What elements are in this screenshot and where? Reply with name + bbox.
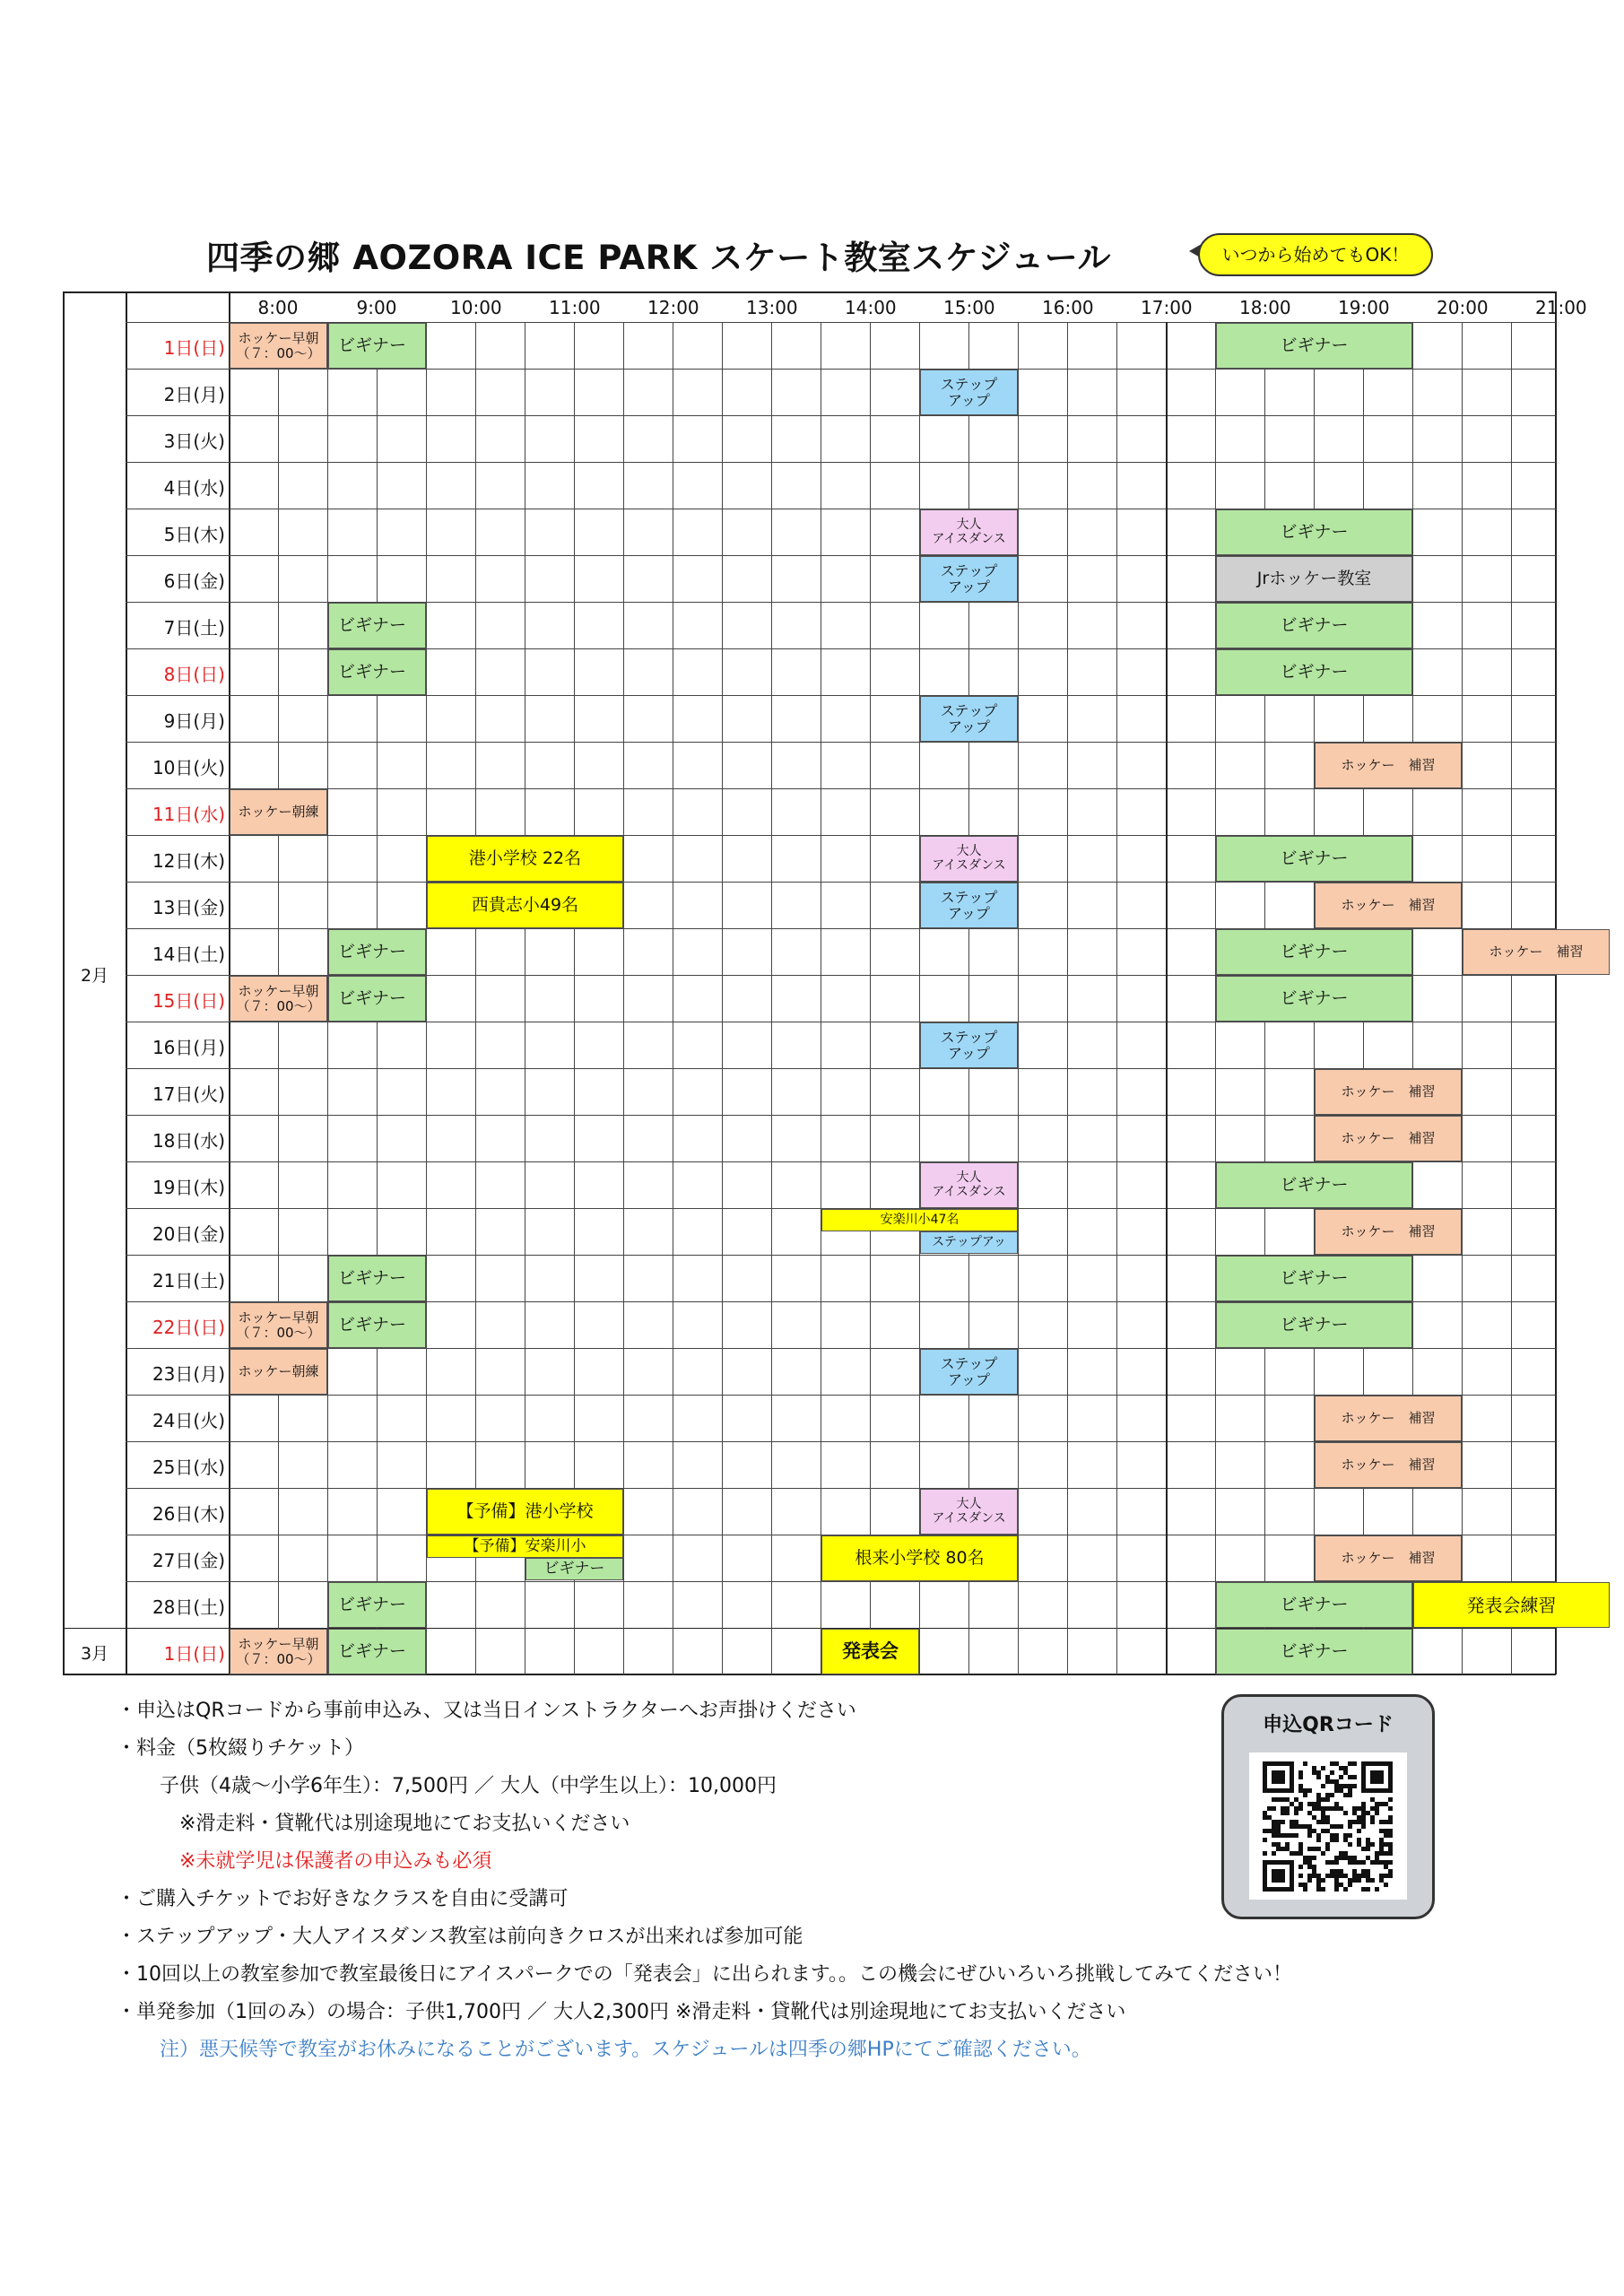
month-label: 3月 <box>81 1644 109 1664</box>
grid-line <box>126 1488 1556 1489</box>
schedule-event[interactable] <box>328 929 426 975</box>
grid-line <box>1166 322 1168 1674</box>
schedule-event[interactable] <box>230 1302 327 1348</box>
grid-line <box>722 322 723 1674</box>
schedule-event[interactable] <box>1216 1256 1412 1301</box>
event-label: ビギナー <box>1280 1315 1349 1335</box>
note-line: ・ご購入チケットでお好きなクラスを自由に受講可 <box>117 1888 569 1910</box>
note-line: ・申込はQRコードから事前申込み、又は当日インストラクターへお声掛けください <box>117 1700 856 1722</box>
event-label: ビギナー <box>338 1315 407 1335</box>
day-label: 22日(日) <box>152 1317 225 1338</box>
schedule-event[interactable] <box>1216 929 1412 975</box>
event-label: ビギナー <box>338 335 407 356</box>
schedule-event[interactable] <box>427 1489 623 1535</box>
schedule-event[interactable] <box>920 1349 1018 1395</box>
day-label: 6日(金) <box>163 570 225 592</box>
day-label: 21日(土) <box>152 1270 225 1292</box>
event-label: ホッケー早朝 <box>238 983 319 999</box>
event-label: ビギナー <box>1280 1268 1349 1289</box>
event-label: ビギナー <box>338 1595 407 1615</box>
schedule-event[interactable] <box>230 1629 327 1674</box>
day-label: 11日(水) <box>152 804 225 825</box>
event-label: 【予備】安楽川小 <box>464 1537 586 1556</box>
grid-line <box>1462 322 1463 1674</box>
note-line: 注）悪天候等で教室がお休みになることがございます。スケジュールは四季の郷HPにてご確認ください。 <box>160 2039 1091 2061</box>
schedule-event[interactable] <box>1315 1116 1462 1161</box>
event-label: ビギナー <box>338 1268 407 1289</box>
schedule-event[interactable] <box>1315 1069 1462 1115</box>
event-label: 大人 <box>956 1170 982 1186</box>
schedule-event[interactable] <box>427 883 623 928</box>
event-label: ビギナー <box>338 1641 407 1662</box>
grid-line <box>126 788 1556 789</box>
event-label: （７：00〜） <box>236 1324 321 1341</box>
day-label: 8日(日) <box>163 664 225 685</box>
grid-line <box>1511 322 1512 1674</box>
schedule-event[interactable] <box>1413 1582 1610 1628</box>
schedule-event[interactable] <box>1216 1302 1412 1348</box>
month-label: 2月 <box>81 966 109 986</box>
note-line: ・ステップアップ・大人アイスダンス教室は前向きクロスが出来れば参加可能 <box>117 1926 803 1948</box>
event-label: ビギナー <box>1280 522 1349 543</box>
schedule-event[interactable] <box>230 976 327 1022</box>
schedule-event[interactable] <box>328 649 426 695</box>
event-label: アップ <box>948 904 990 922</box>
event-label: 【予備】港小学校 <box>456 1501 594 1522</box>
day-label: 19日(木) <box>152 1177 225 1198</box>
hour-label: 8:00 <box>257 297 299 318</box>
schedule-event[interactable] <box>328 1256 426 1301</box>
qr-card[interactable] <box>1221 1694 1435 1919</box>
schedule-event[interactable] <box>1216 836 1412 882</box>
event-label: ビギナー <box>1280 848 1349 869</box>
schedule-event[interactable] <box>1315 1209 1462 1255</box>
event-label: ホッケー 補習 <box>1341 1457 1436 1474</box>
event-label: ビギナー <box>1280 335 1349 356</box>
grid-line <box>1067 322 1068 1674</box>
event-label: ホッケー早朝 <box>238 1636 319 1652</box>
schedule-event[interactable] <box>1216 1629 1412 1674</box>
schedule-event[interactable] <box>920 1231 1018 1254</box>
event-label: ホッケー朝練 <box>238 1363 319 1380</box>
event-label: ステップ <box>940 701 998 719</box>
schedule-event[interactable] <box>1216 509 1412 555</box>
event-label: ホッケー早朝 <box>238 330 319 346</box>
schedule-event[interactable] <box>1216 603 1412 648</box>
event-label: アップ <box>948 578 990 596</box>
event-label: ステップ <box>940 375 998 393</box>
schedule-event[interactable] <box>920 556 1018 602</box>
schedule-event[interactable] <box>920 1162 1018 1208</box>
event-label: ビギナー <box>338 942 407 962</box>
day-label: 16日(月) <box>152 1037 225 1058</box>
hour-label: 19:00 <box>1338 297 1390 318</box>
note-line: ・単発参加（1回のみ）の場合：子供1,700円 ／ 大人2,300円 ※滑走料・貸靴代は別途現地にてお支払いください <box>117 2001 1126 2023</box>
schedule-event[interactable] <box>1315 883 1462 928</box>
schedule-event[interactable] <box>230 323 327 369</box>
event-label: 大人 <box>956 1497 982 1512</box>
grid-line <box>574 322 575 1674</box>
schedule-event[interactable] <box>1315 1535 1462 1581</box>
event-label: ホッケー早朝 <box>238 1309 319 1326</box>
event-label: Jrホッケー教室 <box>1256 569 1372 589</box>
schedule-event[interactable] <box>1216 1162 1412 1208</box>
event-label: ステップ <box>940 561 998 579</box>
hour-label: 10:00 <box>450 297 502 318</box>
day-label: 23日(月) <box>152 1363 225 1385</box>
schedule-event[interactable] <box>920 836 1018 882</box>
grid-line <box>475 322 476 1674</box>
event-label: ビギナー <box>1280 1175 1349 1196</box>
grid-line <box>126 369 1556 370</box>
day-label: 27日(金) <box>152 1550 225 1571</box>
event-label: ビギナー <box>1280 942 1349 962</box>
event-label: ビギナー <box>1280 988 1349 1009</box>
hour-label: 11:00 <box>549 297 601 318</box>
event-label: ホッケー 補習 <box>1489 944 1584 961</box>
event-label: 発表会練習 <box>1466 1594 1557 1616</box>
schedule-event[interactable] <box>1216 323 1412 369</box>
event-label: ビギナー <box>338 988 407 1009</box>
event-label: ビギナー <box>1280 662 1349 683</box>
page-title: 四季の郷 AOZORA ICE PARK スケート教室スケジュール <box>206 239 1112 277</box>
grid-line <box>63 291 1556 293</box>
grid-line <box>63 291 65 1674</box>
event-label: ビギナー <box>1280 1595 1349 1615</box>
event-label: アイスダンス <box>932 1510 1006 1526</box>
event-label: 根来小学校 80名 <box>855 1548 985 1569</box>
hour-label: 12:00 <box>647 297 699 318</box>
event-label: ビギナー <box>1280 615 1349 636</box>
event-label: ホッケー 補習 <box>1341 757 1436 774</box>
event-label: （７：00〜） <box>236 344 321 361</box>
event-label: ホッケー 補習 <box>1341 1550 1436 1567</box>
schedule-event[interactable] <box>821 1629 919 1674</box>
event-label: ビギナー <box>1280 1641 1349 1662</box>
day-label: 10日(火) <box>152 757 225 778</box>
grid-line <box>1116 322 1117 1674</box>
schedule-event[interactable] <box>328 323 426 369</box>
qr-title: 申込QRコード <box>1263 1714 1394 1736</box>
event-label: アイスダンス <box>932 1184 1006 1199</box>
grid-line <box>1018 322 1019 1674</box>
start-anytime-badge: いつから始めてもOK！ <box>1198 233 1433 276</box>
event-label: ステップ <box>940 888 998 906</box>
event-label: 安楽川小47名 <box>880 1212 960 1227</box>
day-label: 26日(木) <box>152 1503 225 1525</box>
note-line: 子供（4歳〜小学6年生）：7,500円 ／ 大人（中学生以上）：10,000円 <box>160 1775 777 1797</box>
hour-label: 18:00 <box>1239 297 1291 318</box>
schedule-event[interactable] <box>230 789 327 835</box>
day-label: 7日(土) <box>163 617 225 639</box>
schedule-event[interactable] <box>328 603 426 648</box>
event-label: 港小学校 22名 <box>468 848 582 869</box>
day-label: 9日(月) <box>163 710 225 732</box>
event-label: ステップアッ <box>932 1234 1006 1249</box>
event-label: アイスダンス <box>932 531 1006 546</box>
schedule-event[interactable] <box>1315 1396 1462 1441</box>
schedule-event[interactable] <box>1216 976 1412 1022</box>
event-label: ビギナー <box>338 662 407 683</box>
hour-label: 13:00 <box>746 297 798 318</box>
day-label: 14日(土) <box>152 944 225 965</box>
schedule-event[interactable] <box>427 1535 623 1558</box>
schedule-event[interactable] <box>1315 1442 1462 1488</box>
event-label: 西貴志小49名 <box>471 895 579 916</box>
hour-label: 15:00 <box>943 297 995 318</box>
event-label: ホッケー 補習 <box>1341 1223 1436 1240</box>
event-label: アップ <box>948 1044 990 1062</box>
event-label: （７：00〜） <box>236 997 321 1014</box>
qr-code[interactable] <box>1249 1752 1407 1900</box>
day-label: 1日(日) <box>163 337 225 359</box>
note-line: ・料金（5枚綴りチケット） <box>117 1737 365 1760</box>
day-label: 4日(水) <box>163 477 225 499</box>
day-label: 24日(火) <box>152 1410 225 1431</box>
schedule-event[interactable] <box>920 883 1018 928</box>
grid-line <box>623 322 624 1674</box>
grid-line <box>126 462 1556 463</box>
day-label: 2日(月) <box>163 384 225 405</box>
day-label: 12日(木) <box>152 850 225 872</box>
schedule-event[interactable] <box>1216 1582 1412 1628</box>
event-label: ステップ <box>940 1354 998 1372</box>
event-label: アップ <box>948 718 990 735</box>
schedule-event[interactable] <box>1216 649 1412 695</box>
schedule-event[interactable] <box>920 1489 1018 1535</box>
event-label: ステップ <box>940 1028 998 1046</box>
event-label: 発表会 <box>842 1639 899 1662</box>
grid-line <box>126 695 1556 696</box>
day-label: 1日(日) <box>163 1643 225 1665</box>
grid-line <box>426 322 427 1674</box>
event-label: ホッケー朝練 <box>238 804 319 821</box>
note-line: ※滑走料・貸靴代は別途現地にてお支払いください <box>179 1813 630 1835</box>
day-label: 15日(日) <box>152 990 225 1012</box>
day-label: 25日(水) <box>152 1457 225 1478</box>
schedule-event[interactable] <box>427 836 623 882</box>
grid-line <box>126 415 1556 416</box>
schedule-event[interactable] <box>1216 556 1412 602</box>
event-label: （７：00〜） <box>236 1650 321 1667</box>
event-label: ホッケー 補習 <box>1341 1410 1436 1427</box>
schedule-event[interactable] <box>328 1582 426 1628</box>
event-label: ビギナー <box>543 1560 605 1578</box>
event-label: 大人 <box>956 517 982 533</box>
hour-label: 21:00 <box>1535 297 1587 318</box>
hour-label: 17:00 <box>1141 297 1193 318</box>
grid-line <box>771 322 772 1674</box>
event-label: ホッケー 補習 <box>1341 1130 1436 1147</box>
schedule-event[interactable] <box>328 1629 426 1674</box>
day-label: 3日(火) <box>163 430 225 452</box>
schedule-event[interactable] <box>328 976 426 1022</box>
event-label: ビギナー <box>338 615 407 636</box>
schedule-event[interactable] <box>920 509 1018 555</box>
schedule-event[interactable] <box>821 1535 1018 1581</box>
day-label: 20日(金) <box>152 1223 225 1245</box>
event-label: 大人 <box>956 844 982 859</box>
hour-label: 16:00 <box>1042 297 1094 318</box>
event-label: アイスダンス <box>932 857 1006 873</box>
schedule-event[interactable] <box>920 370 1018 415</box>
schedule-event[interactable] <box>1463 929 1610 975</box>
grid-line <box>870 322 871 1674</box>
event-label: ホッケー 補習 <box>1341 897 1436 914</box>
note-line: ・10回以上の教室参加で教室最後日にアイスパークでの「発表会」に出られます。。この機会にぜひいろいろ挑戦してみてください！ <box>117 1963 1293 1986</box>
schedule-event[interactable] <box>230 1349 327 1395</box>
event-label: アップ <box>948 1370 990 1388</box>
schedule-event[interactable] <box>1315 743 1462 788</box>
day-label: 5日(木) <box>163 524 225 545</box>
schedule-event[interactable] <box>920 1022 1018 1068</box>
grid-line <box>126 1348 1556 1349</box>
day-label: 17日(火) <box>152 1083 225 1105</box>
day-label: 18日(水) <box>152 1130 225 1152</box>
schedule-event[interactable] <box>821 1209 1018 1231</box>
schedule-event[interactable] <box>328 1302 426 1348</box>
note-line: ※未就学児は保護者の申込みも必須 <box>179 1850 492 1873</box>
schedule-event[interactable] <box>525 1558 623 1580</box>
event-label: ホッケー 補習 <box>1341 1083 1436 1100</box>
day-label: 28日(土) <box>152 1596 225 1618</box>
hour-label: 20:00 <box>1437 297 1489 318</box>
schedule-event[interactable] <box>920 696 1018 742</box>
hour-label: 14:00 <box>845 297 897 318</box>
grid-line <box>1555 291 1557 1674</box>
hour-label: 9:00 <box>356 297 397 318</box>
event-label: アップ <box>948 391 990 409</box>
day-label: 13日(金) <box>152 897 225 918</box>
